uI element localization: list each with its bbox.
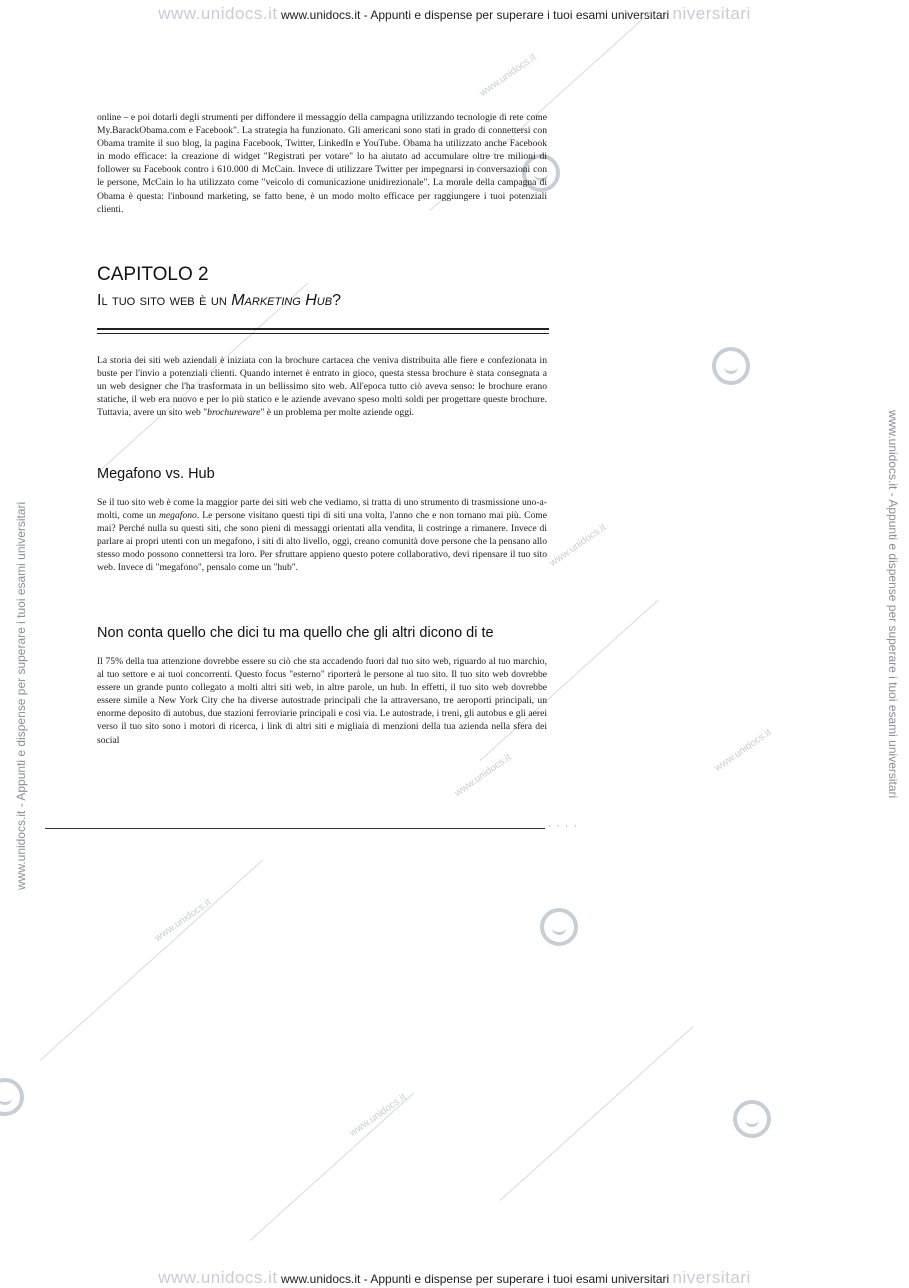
watermark-tagline: www.unidocs.it - Appunti e dispense per superare i tuoi esami universitari bbox=[280, 8, 670, 22]
watermark-ghost-left: www.unidocs.it bbox=[158, 1268, 278, 1287]
diagonal-watermark-text: www.unidocs.it bbox=[152, 897, 214, 944]
chapter-paragraph bbox=[97, 354, 547, 419]
chapter-heading bbox=[97, 264, 547, 310]
chapter-double-rule bbox=[97, 328, 549, 334]
section-paragraph: Il 75% della tua attenzione dovrebbe essere su ciò che sta accadendo fuori dal tuo sito web, riguardo al tuo marchio, al tuo settore e ai tuoi concorrenti. Questo focus "esterno" riporterà le persone al tuo sito. Il tuo sito web dovrebbe essere un grande punto collegato a molti altri siti web, in altre parole, un hub. In effetti, il tuo sito web dovrebbe essere simile a New York City che ha diverse autostrade principali che la attraversano, tre aeroporti principali, un enorme deposito di autobus, due stazioni ferroviarie principali e così via. Le autostrade, i treni, gli autobus e gli aerei verso il tuo sito sono i motori di ricerca, i link di altri siti e migliaia di menzioni della tua azienda nella sfera dei social bbox=[97, 656, 547, 746]
chapter-intro-block bbox=[97, 354, 547, 419]
intro-block bbox=[97, 111, 547, 216]
chapter-title-start: Il tuo sito web è un bbox=[97, 292, 232, 309]
watermark-logo-icon bbox=[540, 908, 578, 946]
section1-italic: megafono bbox=[159, 510, 197, 522]
watermark-ghost-left: www.unidocs.it bbox=[158, 4, 278, 23]
chapter-paragraph-italic: brochureware bbox=[207, 407, 261, 419]
watermark-logo-icon bbox=[733, 1100, 771, 1138]
footnote-rule bbox=[45, 828, 545, 829]
watermark-logo-icon bbox=[0, 1078, 24, 1116]
diagonal-watermark-text: www.unidocs.it bbox=[712, 727, 774, 774]
chapter-title bbox=[97, 292, 547, 310]
right-side-watermark: www.unidocs.it - Appunti e dispense per superare i tuoi esami universitari bbox=[886, 410, 900, 799]
intro-paragraph: online – e poi dotarli degli strumenti per diffondere il messaggio della campagna utilizzando tecnologie di rete come My.BarackObama.com e Facebook". La strategia ha funzionato. Gli americani sono stati in grado di connettersi con Obama tramite il suo blog, la pagina Facebook, Twitter, LinkedIn e YouTube. Obama ha utilizzato anche Facebook in modo efficace: la creazione di widget "Registrati per votare" lo ha aiutato ad accumulare oltre tre milioni di follower su Facebook contro i 610.000 di McCain. Invece di utilizzare Twitter per impegnarsi in conversazioni con le persone, McCain lo ha utilizzato come "veicolo di comunicazione unidirezionale". La morale della campagna di Obama è questa: l'inbound marketing, se fatto bene, è un modo molto efficace per raggiungere i tuoi potenziali clienti. bbox=[97, 112, 547, 215]
chapter-label: CAPITOLO 2 bbox=[97, 264, 209, 285]
chapter-title-end: ? bbox=[332, 292, 341, 309]
chapter-paragraph-end: " è un problema per molte aziende oggi. bbox=[260, 407, 415, 419]
section-heading: Non conta quello che dici tu ma quello che gli altri dicono di te bbox=[97, 625, 494, 641]
chapter-title-italic: Marketing Hub bbox=[231, 292, 333, 309]
section1-text-end: . Le persone visitano questi tipi di siti una volta, l'anno che e non tornano mai più. Come mai? Perché nulla su questi siti, che sono pieni di messaggi orientati alla vendita, li costringe a rimanere. Invece di parlare ai propri utenti con un megafono, i siti di alto livello, oggi, creano comunità dove persone che la pensano allo stesso modo possono connettersi tra loro. Per sfruttare appieno questo potere collaborativo, devi ripensare il tuo sito web. Invece di "megafono", pensalo come un "hub". bbox=[97, 510, 547, 574]
diagonal-watermark-text: www.unidocs.it bbox=[477, 52, 539, 99]
watermark-ghost-right: niversitari bbox=[672, 4, 751, 23]
bottom-watermark bbox=[0, 1268, 909, 1288]
watermark-line bbox=[40, 859, 264, 1060]
diagonal-watermark-text: www.unidocs.it bbox=[347, 1092, 409, 1139]
watermark-logo-icon bbox=[712, 347, 750, 385]
left-side-watermark: www.unidocs.it - Appunti e dispense per superare i tuoi esami universitari bbox=[14, 501, 28, 890]
watermark-ghost-right: niversitari bbox=[672, 1268, 751, 1287]
section-altri bbox=[97, 625, 547, 747]
diagonal-watermark-text: www.unidocs.it bbox=[547, 522, 609, 569]
watermark-line bbox=[250, 1093, 414, 1241]
watermark-tagline: www.unidocs.it - Appunti e dispense per superare i tuoi esami universitari bbox=[280, 1272, 670, 1286]
section-heading: Megafono vs. Hub bbox=[97, 466, 215, 482]
footnote-dots: · · · · bbox=[548, 822, 579, 831]
section1-text-start: Se il tuo sito web è come la maggior parte dei siti web che vediamo, si tratta di uno strumento di trasmissione uno-a-molti, come un bbox=[97, 497, 547, 522]
section-paragraph bbox=[97, 496, 547, 575]
watermark-line bbox=[500, 1026, 694, 1201]
section-megafono bbox=[97, 466, 547, 575]
top-watermark bbox=[0, 4, 909, 24]
diagonal-watermark-text: www.unidocs.it bbox=[452, 752, 514, 799]
chapter-paragraph-text: La storia dei siti web aziendali è iniziata con la brochure cartacea che veniva distribuita alle fiere e confezionata in buste per l'invio a potenziali clienti. Quando internet è entrato in gioco, questa stessa brochure è stata consegnata a un web designer che l'ha trasformata in un bellissimo sito web. All'epoca tutto ciò aveva senso: le brochure erano statiche, il web era nuovo e per lo più statico e le aziende avevano speso molti soldi per progettare queste brochure. Tuttavia, avere un sito web " bbox=[97, 355, 547, 419]
